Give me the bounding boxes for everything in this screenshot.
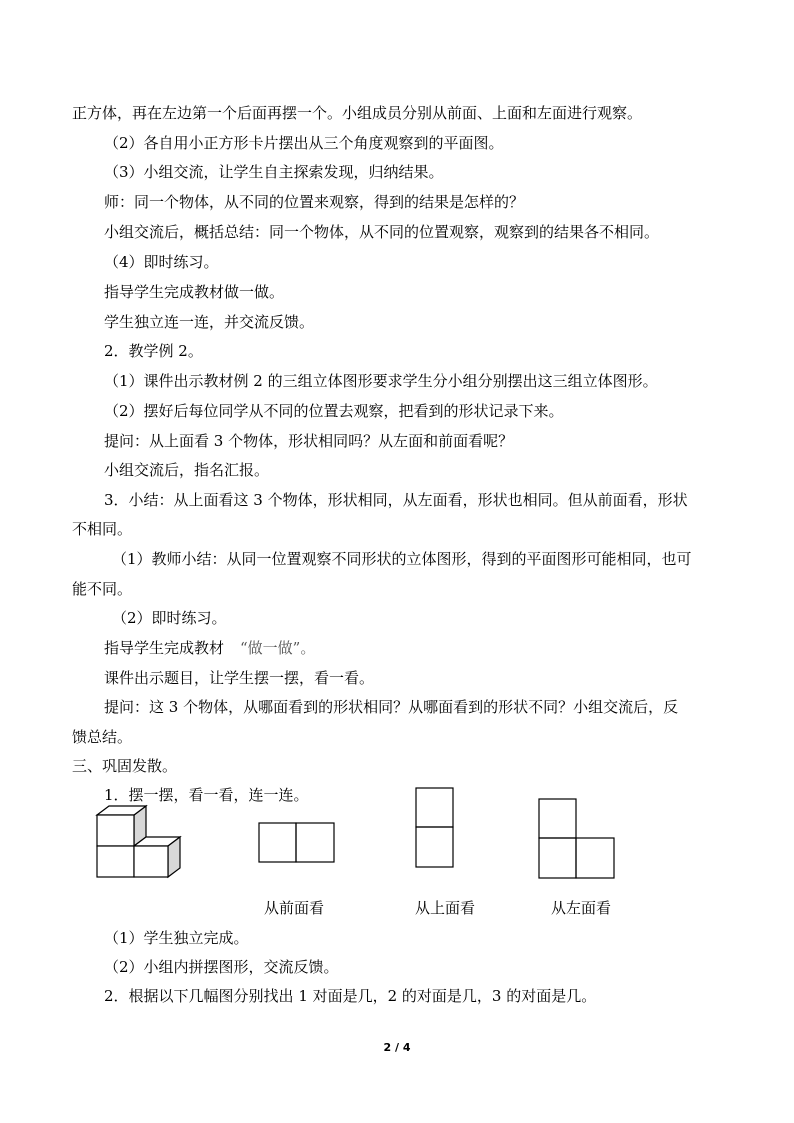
front-view-shape [259,823,334,862]
paragraph-line: 指导学生完成教材做一做。 [104,283,285,301]
paragraph-line: （2）摆好后每位同学从不同的位置去观察，把看到的形状记录下来。 [104,402,564,420]
paragraph-line: 学生独立连一连，并交流反馈。 [104,313,315,331]
caption-front-view: 从前面看 [264,899,325,917]
square [296,823,334,862]
square [259,823,296,862]
paragraph-line: 能不同。 [72,580,133,598]
cube-stack-3d [97,806,180,877]
square [539,838,576,878]
top-view-shape [416,788,453,867]
paragraph-line: （2）各自用小正方形卡片摆出从三个角度观察到的平面图。 [104,134,504,152]
paragraph-line: 小组交流后，概括总结：同一个物体，从不同的位置观察，观察到的结果各不相同。 [104,223,660,241]
paragraph-line: 3．小结：从上面看这 3 个物体，形状相同，从左面看，形状也相同。但从前面看，形状 [104,491,688,509]
paragraph-line: 小组交流后，指名汇报。 [104,461,270,479]
paragraph-line: （3）小组交流，让学生自主探索发现，归纳结果。 [104,163,444,181]
paragraph-line: 不相同。 [72,520,133,538]
section-heading: 三、巩固发散。 [72,757,178,775]
paragraph-line: （2）小组内拼摆图形，交流反馈。 [104,958,339,976]
paragraph-line: 提问：这 3 个物体，从哪面看到的形状相同？从哪面看到的形状不同？小组交流后，反 [104,698,679,716]
paragraph-line: 1．摆一摆，看一看，连一连。 [104,786,309,804]
cube-top-face [97,806,146,815]
cube-side-face [134,806,146,846]
paragraph-line: 2．教学例 2。 [104,342,203,360]
cube-front-face [97,846,134,877]
cube-front-face [134,846,168,877]
cube-front-face [97,815,134,846]
paragraph-line: 课件出示题目，让学生摆一摆，看一看。 [104,669,375,687]
paragraph-line: 师：同一个物体，从不同的位置来观察，得到的结果是怎样的？ [104,193,525,211]
paragraph-line: （1）学生独立完成。 [104,929,249,947]
square [576,838,614,878]
quoted-term: “做一做”。 [240,639,316,657]
paragraph-line: 馈总结。 [72,728,133,746]
paragraph-line: 提问：从上面看 3 个物体，形状相同吗？从左面和前面看呢？ [104,432,514,450]
paragraph-line: 指导学生完成教材 [104,639,225,657]
paragraph-line: （1）教师小结：从同一位置观察不同形状的立体图形，得到的平面图形可能相同，也可 [112,550,692,568]
paragraph-line: （4）即时练习。 [104,253,219,271]
paragraph-line: 正方体，再在左边第一个后面再摆一个。小组成员分别从前面、上面和左面进行观察。 [72,104,643,122]
paragraph-line: 2．根据以下几幅图分别找出 1 对面是几，2 的对面是几，3 的对面是几。 [104,987,597,1005]
square [416,827,453,867]
paragraph-line: （1）课件出示教材例 2 的三组立体图形要求学生分小组分别摆出这三组立体图形。 [104,372,658,390]
page-number: 2 / 4 [383,1041,411,1054]
square [416,788,453,827]
cube-side-face [168,837,180,877]
caption-left-view: 从左面看 [551,899,612,917]
paragraph-line: （2）即时练习。 [112,609,227,627]
square [539,799,576,838]
cube-top-face [134,837,180,846]
left-view-shape [539,799,614,878]
caption-top-view: 从上面看 [415,899,476,917]
